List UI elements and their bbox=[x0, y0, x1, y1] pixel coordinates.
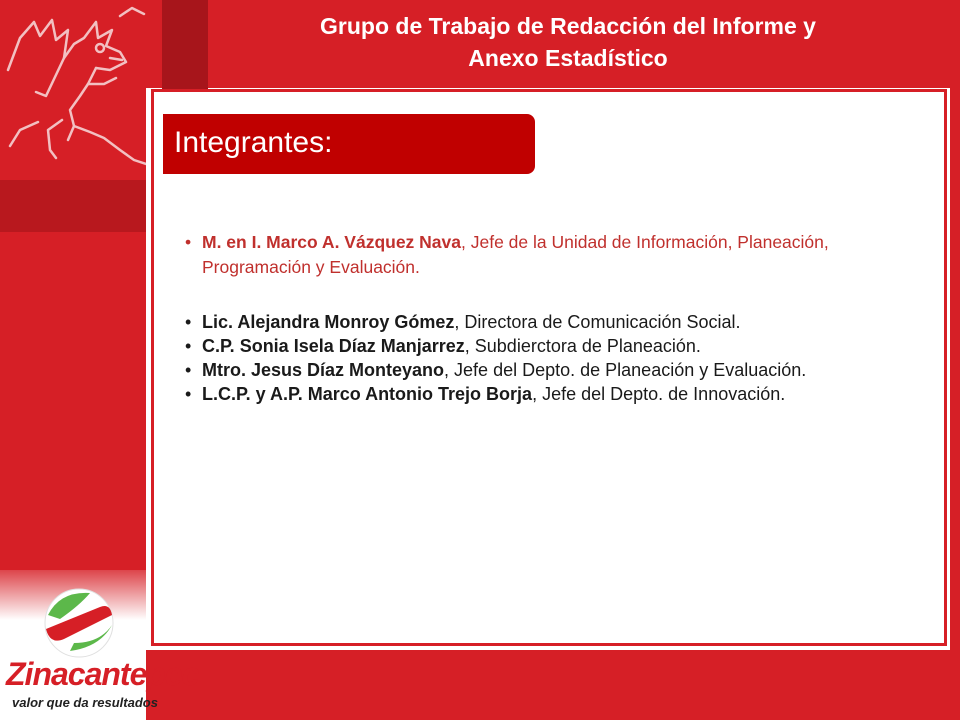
page-title bbox=[248, 10, 888, 74]
member-name: Lic. Alejandra Monroy Gómez bbox=[202, 312, 455, 332]
brand-name: Zinacantepec bbox=[6, 656, 199, 692]
member-role: , Subdierctora de Planeación. bbox=[464, 336, 701, 356]
member-role: , Jefe del Depto. de Innovación. bbox=[532, 384, 786, 404]
members-list bbox=[185, 230, 905, 408]
dragon-icon bbox=[0, 0, 146, 180]
list-item bbox=[185, 384, 905, 405]
left-dark-band bbox=[0, 180, 146, 232]
section-header-label: Integrantes: bbox=[174, 126, 333, 159]
title-line-2: Anexo Estadístico bbox=[468, 45, 668, 71]
zinacantepec-logo-icon bbox=[40, 585, 118, 660]
member-role: , Jefe de la Unidad de Información, Planeación, Programación y Evaluación. bbox=[202, 232, 829, 277]
list-item bbox=[185, 360, 905, 381]
title-line-1: Grupo de Trabajo de Redacción del Informe y bbox=[320, 13, 816, 39]
member-name: M. en I. Marco A. Vázquez Nava bbox=[202, 232, 462, 252]
member-name: L.C.P. y A.P. Marco Antonio Trejo Borja bbox=[202, 384, 533, 404]
member-role: , Jefe del Depto. de Planeación y Evaluación. bbox=[444, 360, 807, 380]
brand-slogan: valor que da resultados bbox=[12, 695, 158, 710]
list-item bbox=[185, 312, 905, 333]
list-item bbox=[185, 336, 905, 357]
member-name: Mtro. Jesus Díaz Monteyano bbox=[202, 360, 445, 380]
member-role: , Directora de Comunicación Social. bbox=[454, 312, 741, 332]
bottom-red-band bbox=[146, 650, 960, 720]
list-item bbox=[185, 230, 905, 280]
right-red-bar bbox=[950, 88, 960, 720]
member-name: C.P. Sonia Isela Díaz Manjarrez bbox=[202, 336, 465, 356]
